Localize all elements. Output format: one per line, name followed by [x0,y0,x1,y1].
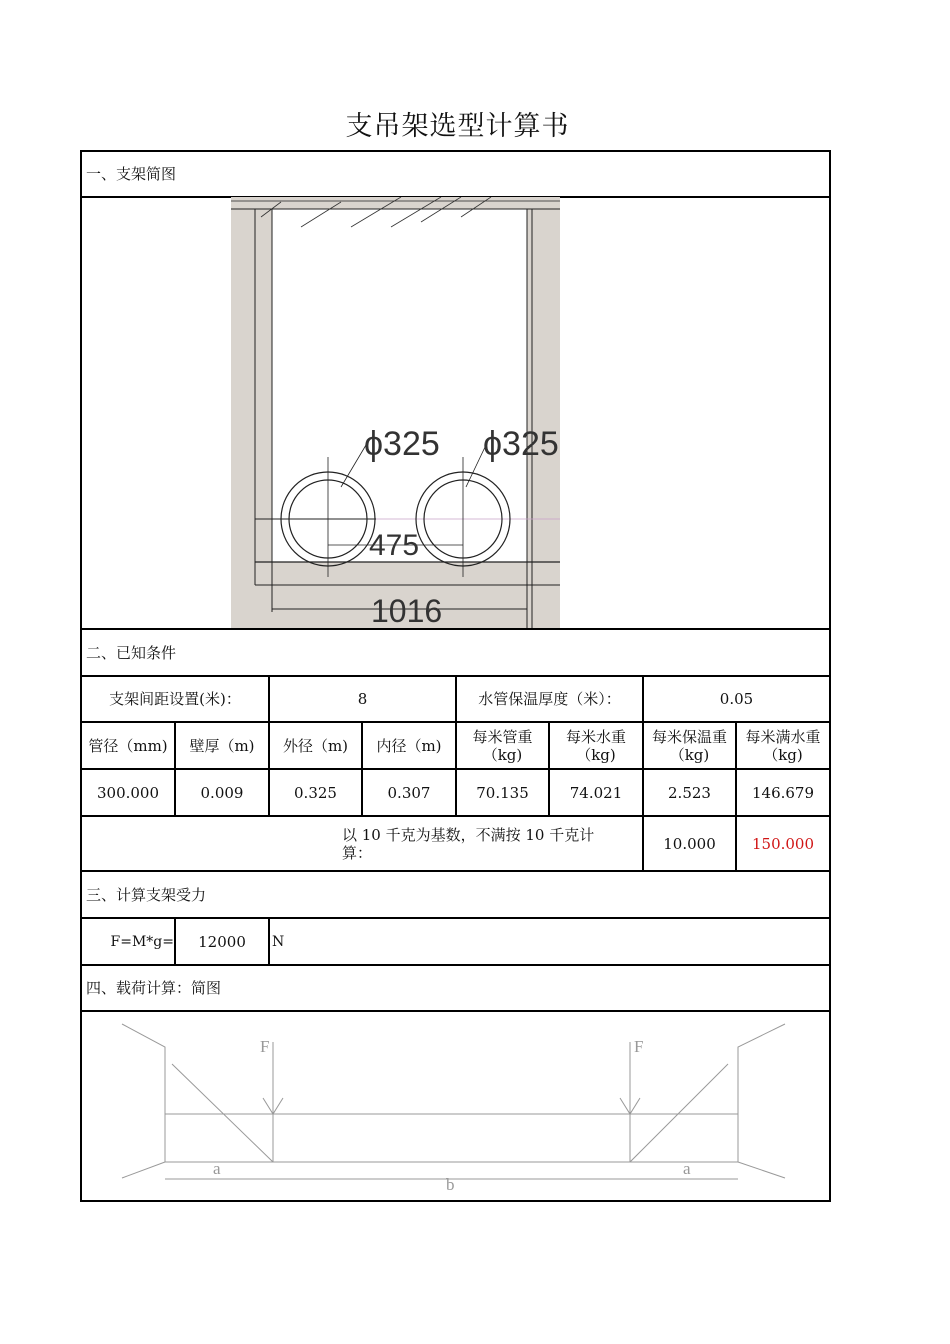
value-water-weight: 74.021 [569,783,623,802]
spacing-label: 支架间距设置(米)： [109,690,241,708]
base-note: 以 10 千克为基数，不满按 10 千克计 算： [342,825,595,862]
section2-heading: 二、已知条件 [86,643,177,662]
value-insulation-weight: 2.523 [668,783,711,802]
spacing-value: 8 [357,690,368,708]
force-value: 12000 [198,932,246,951]
insulation-value: 0.05 [719,690,754,708]
insulation-label: 水管保温厚度（米）： [478,690,621,708]
value-wall: 0.009 [200,783,244,802]
force-right-label: F [634,1037,644,1056]
value-inner: 0.307 [387,783,431,802]
base-value: 10.000 [663,834,716,853]
dim-a-left-label: a [213,1159,221,1178]
header-inner: 内径（m) [376,736,442,755]
header-full-weight: 每米满水重 （kg) [745,727,821,764]
result-value: 150.000 [751,834,815,853]
force-left-label: F [260,1037,270,1056]
dim-a-right-label: a [683,1159,691,1178]
header-wall: 壁厚（m) [189,736,255,755]
spacing-dim-label: 475 [369,529,420,562]
section4-heading: 四、载荷计算：简图 [86,979,222,997]
row-border [80,1200,831,1202]
header-diameter: 管径（mm) [88,736,168,755]
section1-heading: 一、支架简图 [86,165,177,183]
value-outer: 0.325 [294,783,337,802]
table-border [80,150,82,1202]
value-pipe-weight: 70.135 [476,783,529,802]
document-title: 支吊架选型计算书 [345,111,570,142]
section3-heading: 三、计算支架受力 [86,885,207,904]
dim-b-label: b [446,1175,455,1194]
header-outer: 外径（m) [282,736,349,755]
pipe-left-label: ϕ325 [364,425,440,463]
table-border [829,150,831,1202]
force-formula: F=M*g= [110,933,174,950]
support-sketch [231,197,560,628]
calculation-sheet [80,150,831,1202]
header-water-weight: 每米水重 （kg) [565,727,626,764]
value-diameter: 300.000 [96,783,160,802]
force-unit: N [272,933,285,950]
header-pipe-weight: 每米管重 （kg) [472,727,533,764]
pipe-right-label: ϕ325 [483,425,559,463]
header-insulation-weight: 每米保温重 （kg) [651,727,727,764]
load-diagram [110,1012,800,1198]
width-dim-label: 1016 [371,593,443,628]
value-full-weight: 146.679 [751,783,815,802]
